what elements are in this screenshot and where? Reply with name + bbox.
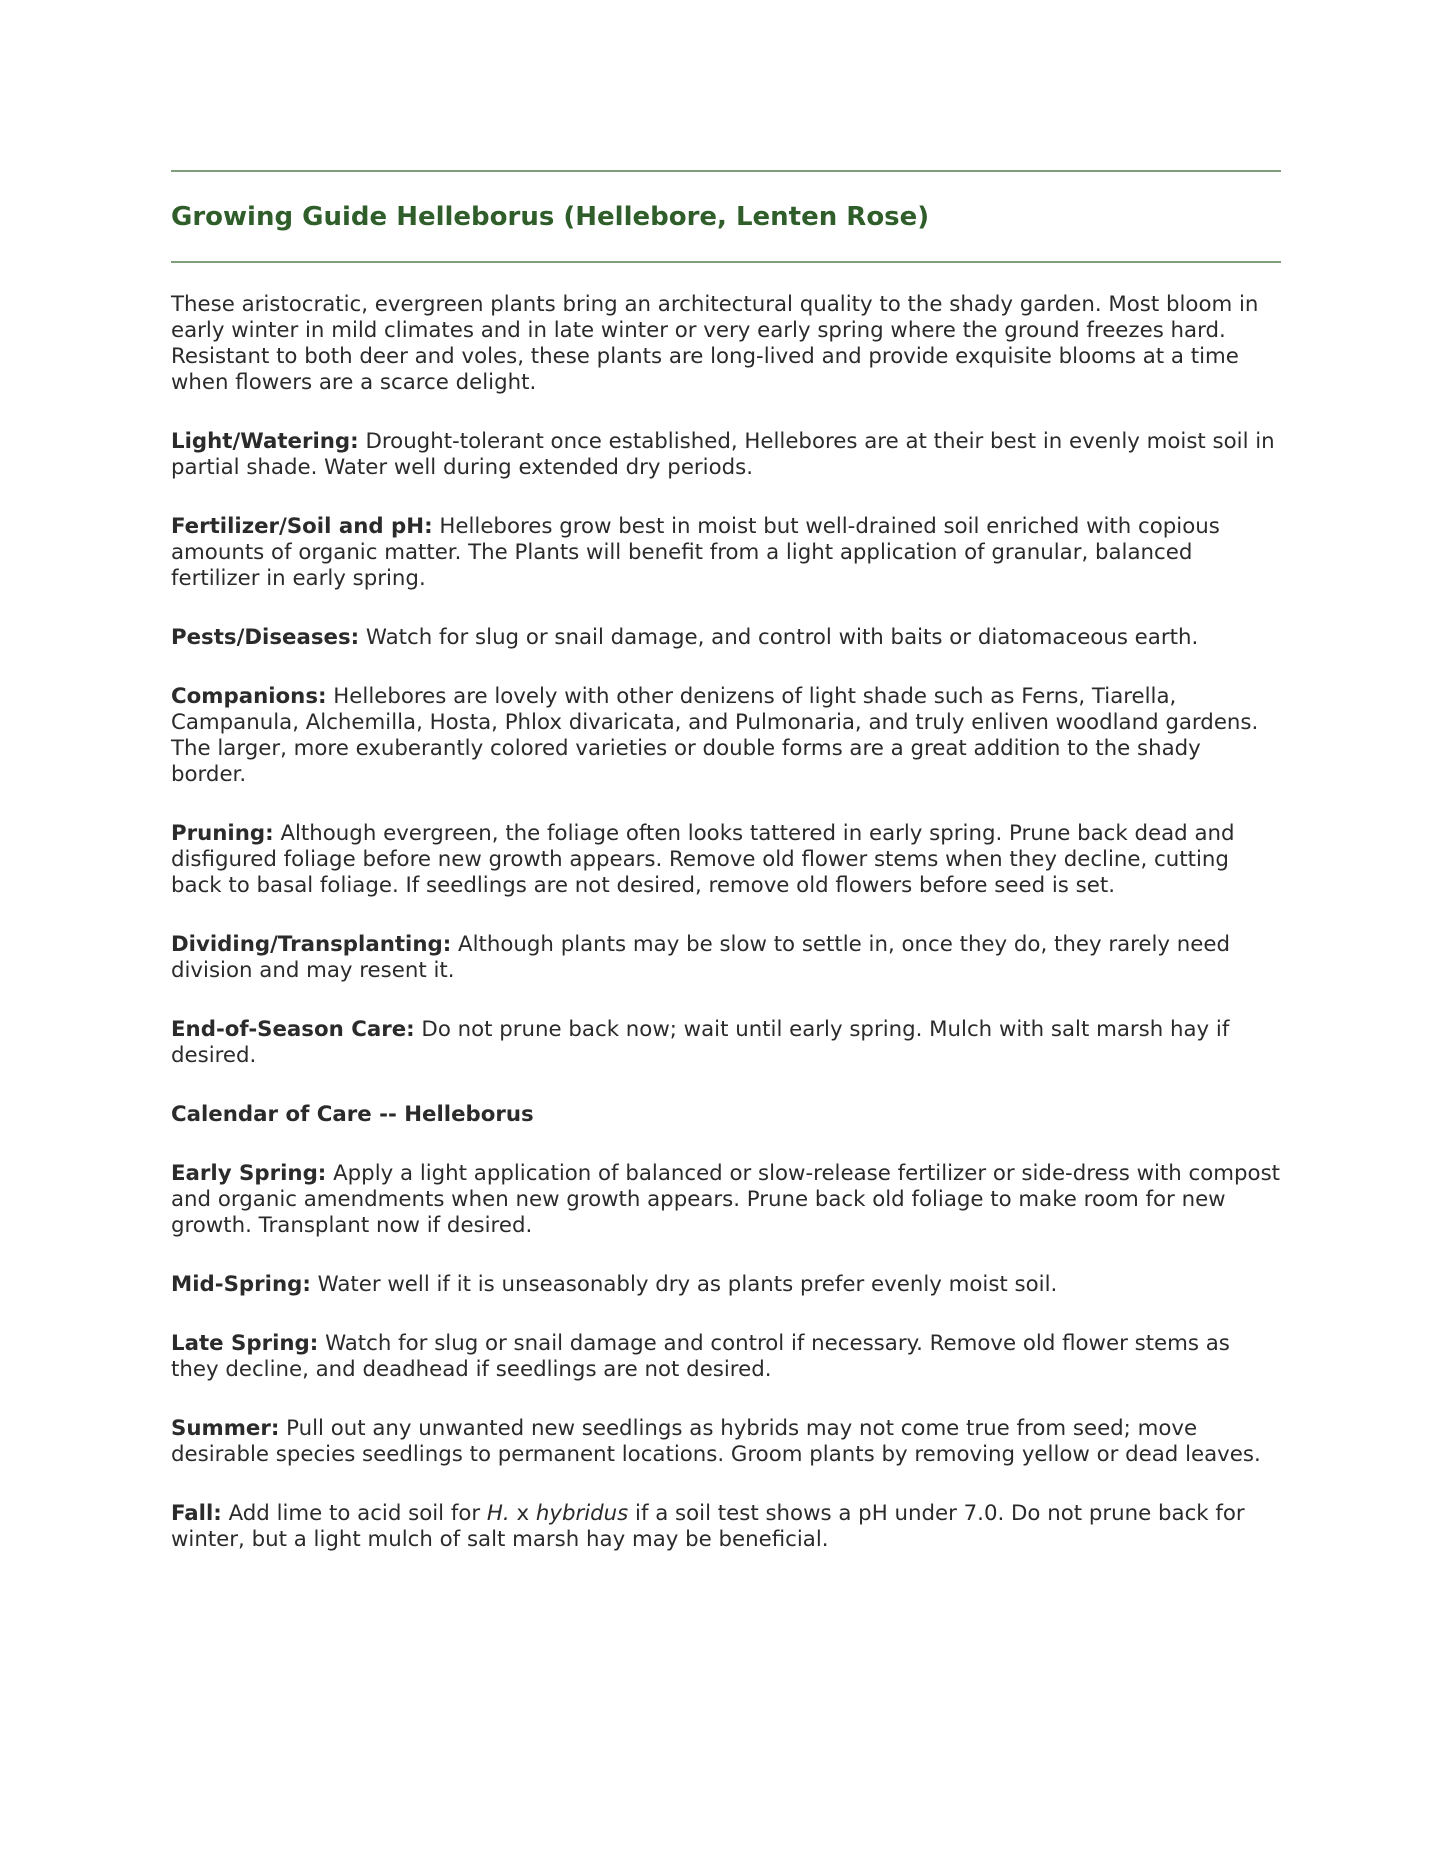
calendar-text: Pull out any unwanted new seedlings as hybrids may not come true from seed; move desirable species seedlings to permanent locations. Groom plants by removing yellow or dead leaves. <box>171 1416 1261 1467</box>
intro-paragraph: These aristocratic, evergreen plants bring an architectural quality to the shady garden. Most bloom in early winter in mild climates and in late winter or very early spring where the ground freezes hard. Resistant to both deer and voles, these plants are long-lived and provide exquisite blooms at a time when flowers are a scarce delight. <box>171 292 1259 395</box>
document-page <box>171 170 1281 1586</box>
calendar-label: Mid-Spring: <box>171 1272 311 1297</box>
section-label: End-of-Season Care: <box>171 1017 415 1042</box>
section-dividing-transplanting <box>171 932 1281 984</box>
section-label: Pruning: <box>171 821 274 846</box>
calendar-early-spring <box>171 1161 1281 1239</box>
calendar-text: Add lime to acid soil for <box>221 1501 487 1526</box>
calendar-mid-spring <box>171 1272 1281 1298</box>
calendar-text: x <box>509 1501 536 1526</box>
section-label: Dividing/Transplanting: <box>171 932 452 957</box>
section-text: Although plants may be slow to settle in, once they do, they rarely need division and may resent it. <box>171 932 1231 983</box>
calendar-late-spring <box>171 1331 1281 1383</box>
calendar-text: if a soil test shows a pH under 7.0. Do not prune back for winter, but a light mulch of salt marsh hay may be beneficial. <box>171 1501 1245 1552</box>
section-text: Watch for slug or snail damage, and control with baits or diatomaceous earth. <box>359 625 1199 650</box>
document-body <box>171 263 1281 1553</box>
calendar-text: Watch for slug or snail damage and control if necessary. Remove old flower stems as they decline, and deadhead if seedlings are not desired. <box>171 1331 1230 1382</box>
calendar-fall <box>171 1501 1281 1553</box>
calendar-text: Water well if it is unseasonably dry as plants prefer evenly moist soil. <box>310 1272 1058 1297</box>
calendar-label: Fall: <box>171 1501 222 1526</box>
section-pests-diseases <box>171 625 1281 651</box>
section-end-of-season <box>171 1017 1281 1069</box>
section-text: Although evergreen, the foliage often looks tattered in early spring. Prune back dead and disfigured foliage before new growth appears. Remove old flower stems when they decline, cutting back to basal foliage. If seedlings are not desired, remove old flowers before seed is set. <box>171 821 1235 898</box>
section-label: Light/Watering: <box>171 429 359 454</box>
section-text: Hellebores are lovely with other denizens of light shade such as Ferns, Tiarella, Campanula, Alchemilla, Hosta, Phlox divaricata, and Pulmonaria, and truly enliven woodland gardens. The larger, more exuberantly colored varieties or double forms are a great addition to the shady border. <box>171 684 1259 787</box>
section-label: Pests/Diseases: <box>171 625 360 650</box>
page-title: Growing Guide Helleborus (Hellebore, Lenten Rose) <box>171 202 930 232</box>
calendar-label: Late Spring: <box>171 1331 319 1356</box>
species-name-epithet: hybridus <box>535 1501 629 1526</box>
section-label: Companions: <box>171 684 327 709</box>
section-pruning <box>171 821 1281 899</box>
section-label: Fertilizer/Soil and pH: <box>171 514 433 539</box>
calendar-text: Apply a light application of balanced or slow-release fertilizer or side-dress with compost and organic amendments when new growth appears. Prune back old foliage to make room for new growth. Transplant now if desired. <box>171 1161 1281 1238</box>
calendar-label: Early Spring: <box>171 1161 327 1186</box>
section-companions <box>171 684 1281 788</box>
section-text: Drought-tolerant once established, Hellebores are at their best in evenly moist soil in partial shade. Water well during extended dry periods. <box>171 429 1275 480</box>
calendar-summer <box>171 1416 1281 1468</box>
calendar-label: Summer: <box>171 1416 280 1441</box>
section-text: Do not prune back now; wait until early spring. Mulch with salt marsh hay if desired. <box>171 1017 1230 1068</box>
section-text: Hellebores grow best in moist but well-drained soil enriched with copious amounts of organic matter. The Plants will benefit from a light application of granular, balanced fertilizer in early spring. <box>171 514 1220 591</box>
section-light-watering <box>171 429 1281 481</box>
species-name-genus: H. <box>486 1501 510 1526</box>
calendar-heading: Calendar of Care -- Helleborus <box>171 1102 534 1127</box>
section-fertilizer-soil <box>171 514 1281 592</box>
